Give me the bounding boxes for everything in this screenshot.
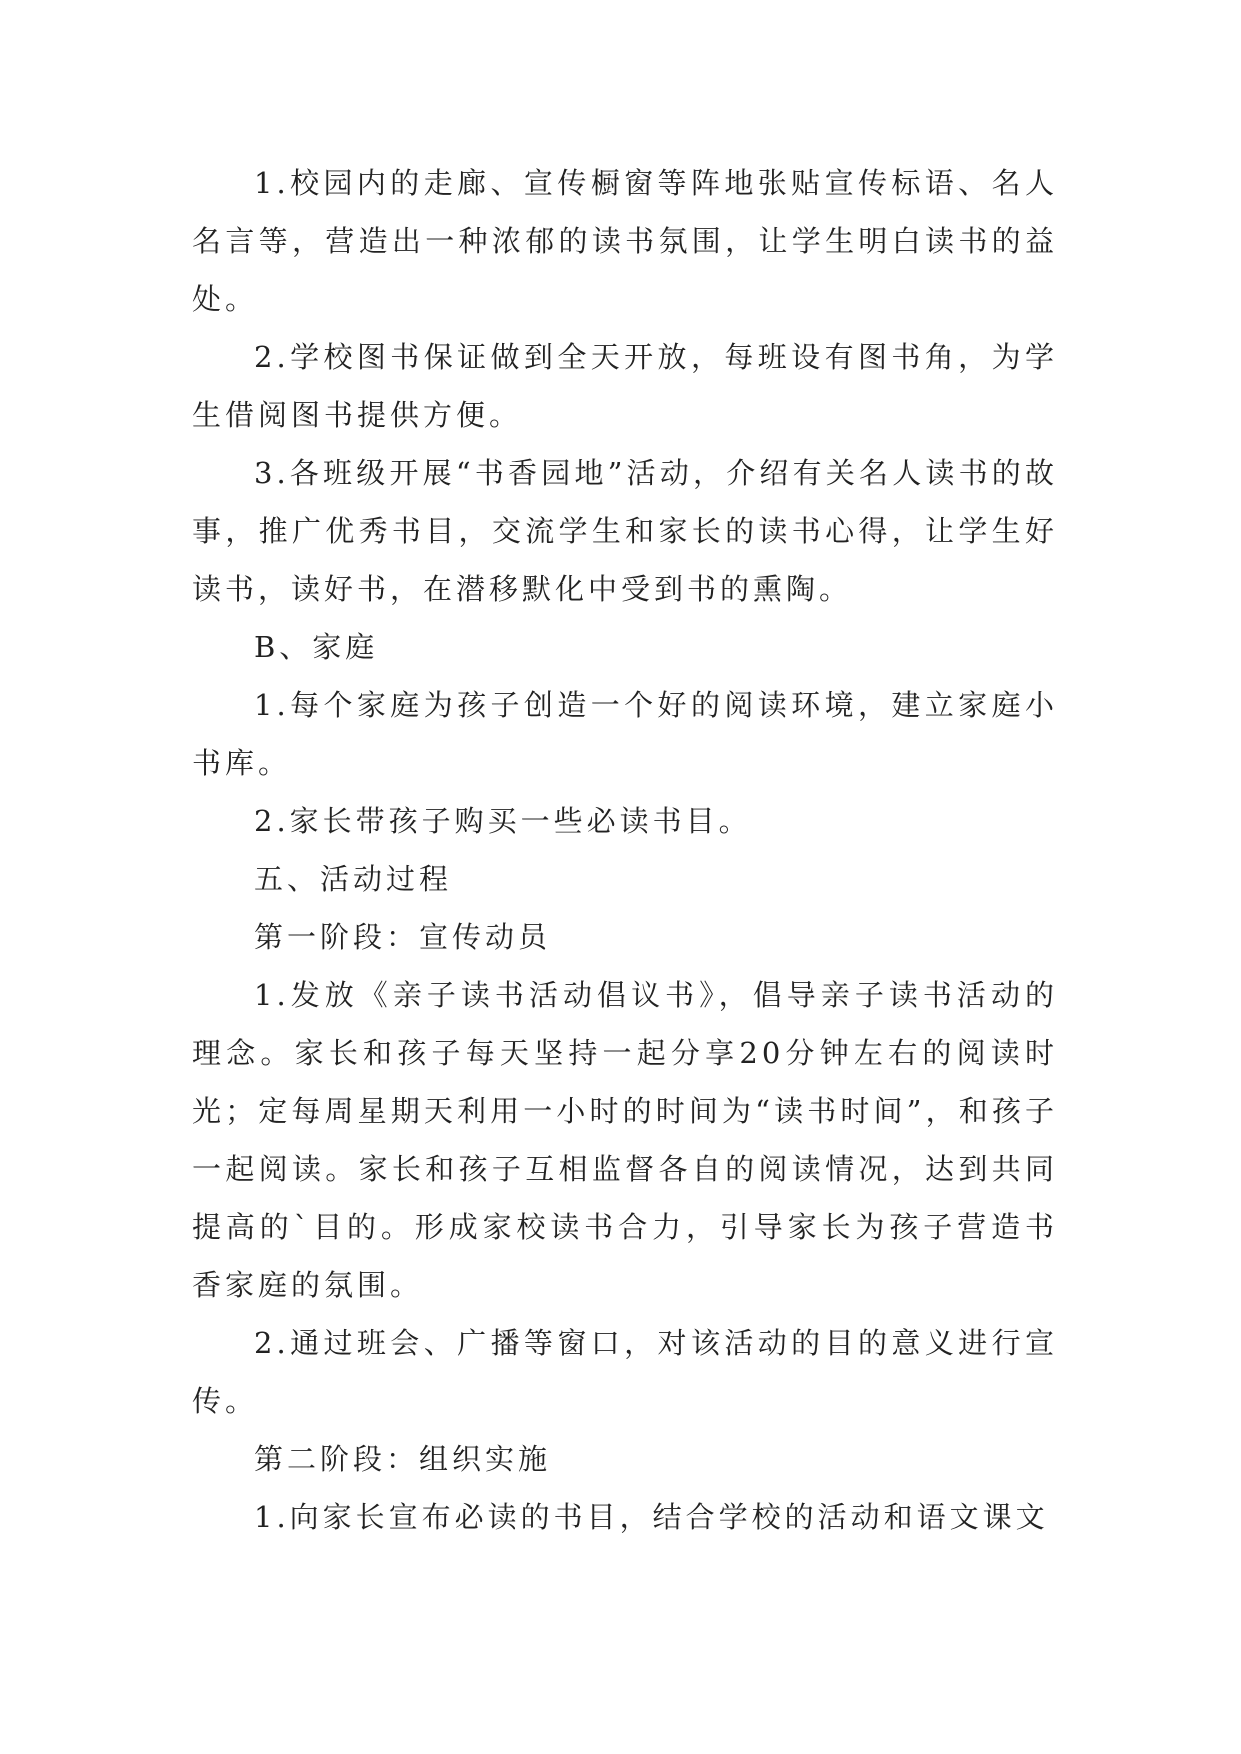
paragraph-required-reading: 1.向家长宣布必读的书目，结合学校的活动和语文课文 <box>254 1500 1049 1534</box>
paragraph-buy-books: 2.家长带孩子购买一些必读书目。 <box>254 804 752 838</box>
paragraph-proposal: 1.发放《亲子读书活动倡议书》，倡导亲子读书活动的理念。家长和孩子每天坚持一起分享20分钟左右的阅读时光；定每周星期天利用一小时的时间为“读书时间”，和孩子一起阅读。家长和孩子互相监督各自的阅读情况，达到共同提高的`目的。形成家校读书合力，引导家长为孩子营造书香家庭的氛围。 <box>192 978 1058 1302</box>
paragraph-book-garden: 3.各班级开展“书香园地”活动，介绍有关名人读书的故事，推广优秀书目，交流学生和家长的读书心得，让学生好读书，读好书，在潜移默化中受到书的熏陶。 <box>192 456 1058 606</box>
paragraph-campus-slogans: 1.校园内的走廊、宣传橱窗等阵地张贴宣传标语、名人名言等，营造出一种浓郁的读书氛围，让学生明白读书的益处。 <box>192 166 1058 316</box>
paragraph-library-open: 2.学校图书保证做到全天开放，每班设有图书角，为学生借阅图书提供方便。 <box>192 340 1058 432</box>
section-heading-family: B、家庭 <box>254 630 379 664</box>
document-body <box>192 154 1058 1546</box>
stage-heading-publicity: 第一阶段：宣传动员 <box>254 920 552 954</box>
paragraph-home-library: 1.每个家庭为孩子创造一个好的阅读环境，建立家庭小书库。 <box>192 688 1058 780</box>
section-heading-activity-process: 五、活动过程 <box>254 862 453 896</box>
paragraph-class-meeting: 2.通过班会、广播等窗口，对该活动的目的意义进行宣传。 <box>192 1326 1058 1418</box>
stage-heading-implementation: 第二阶段：组织实施 <box>254 1442 552 1476</box>
